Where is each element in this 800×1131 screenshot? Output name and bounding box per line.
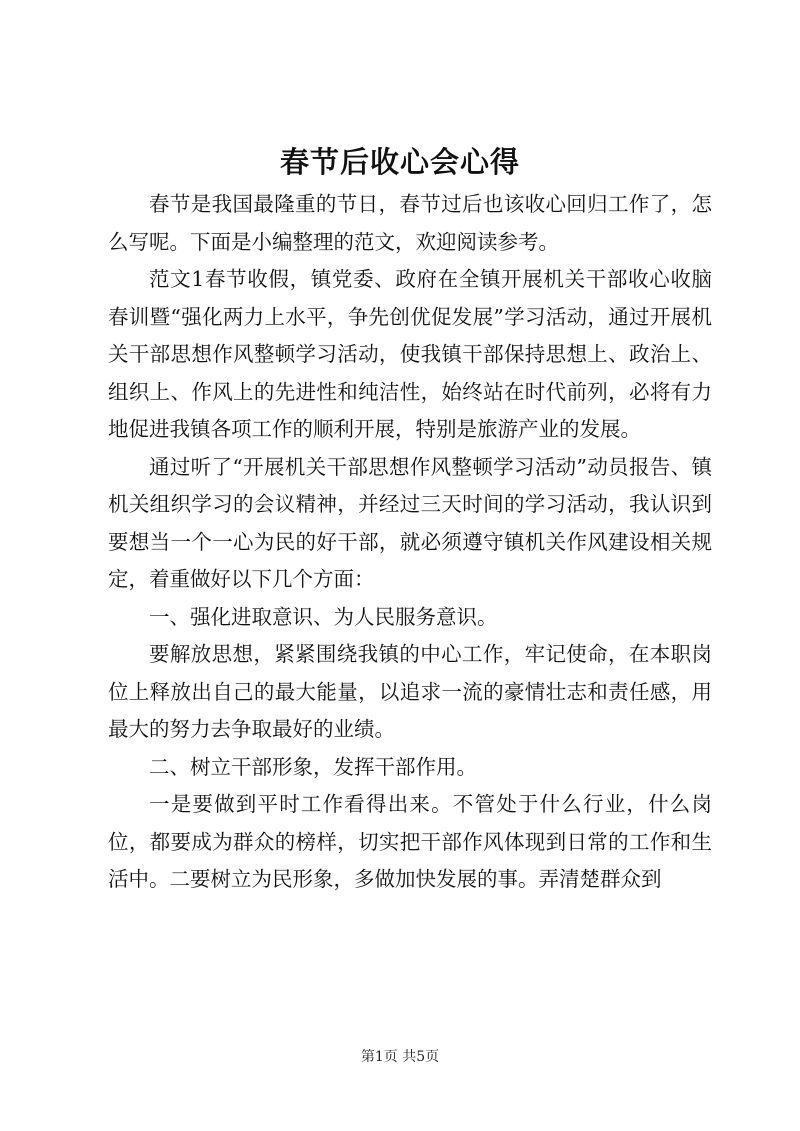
paragraph-intro: 春节是我国最隆重的节日，春节过后也该收心回归工作了，怎么写呢。下面是小编整理的范文，欢迎阅读参考。 bbox=[108, 192, 712, 254]
section-heading-2: 二、树立干部形象，发挥干部作用。 bbox=[149, 754, 477, 779]
paragraph-sample-1: 范文1春节收假，镇党委、政府在全镇开展机关干部收心收脑春训暨“强化两力上水平，争先创优促发展”学习活动，通过开展机关干部思想作风整顿学习活动，使我镇干部保持思想上、政治上、组织上、作风上的先进性和纯洁性，始终站在时代前列，必将有力地促进我镇各项工作的顺利开展，特别是旅游产业的发展。 bbox=[108, 267, 712, 441]
page-number-footer: 第1页 共5页 bbox=[360, 1049, 440, 1065]
section-heading-1: 一、强化进取意识、为人民服务意识。 bbox=[149, 604, 498, 629]
document-title: 春节后收心会心得 bbox=[279, 145, 520, 179]
document-body bbox=[108, 186, 712, 899]
paragraph-section-2-body: 一是要做到平时工作看得出来。不管处于什么行业，什么岗位，都要成为群众的榜样，切实把干部作风体现到日常的工作和生活中。二要树立为民形象，多做加快发展的事。弄清楚群众到 bbox=[108, 792, 712, 891]
paragraph-section-1-body: 要解放思想，紧紧围绕我镇的中心工作，牢记使命，在本职岗位上释放出自己的最大能量，以追求一流的豪情壮志和责任感，用最大的努力去争取最好的业绩。 bbox=[108, 642, 712, 741]
paragraph-study-activity: 通过听了“开展机关干部思想作风整顿学习活动”动员报告、镇机关组织学习的会议精神，并经过三天时间的学习活动，我认识到要想当一个一心为民的好干部，就必须遵守镇机关作风建设相关规定，着重做好以下几个方面： bbox=[108, 454, 712, 591]
